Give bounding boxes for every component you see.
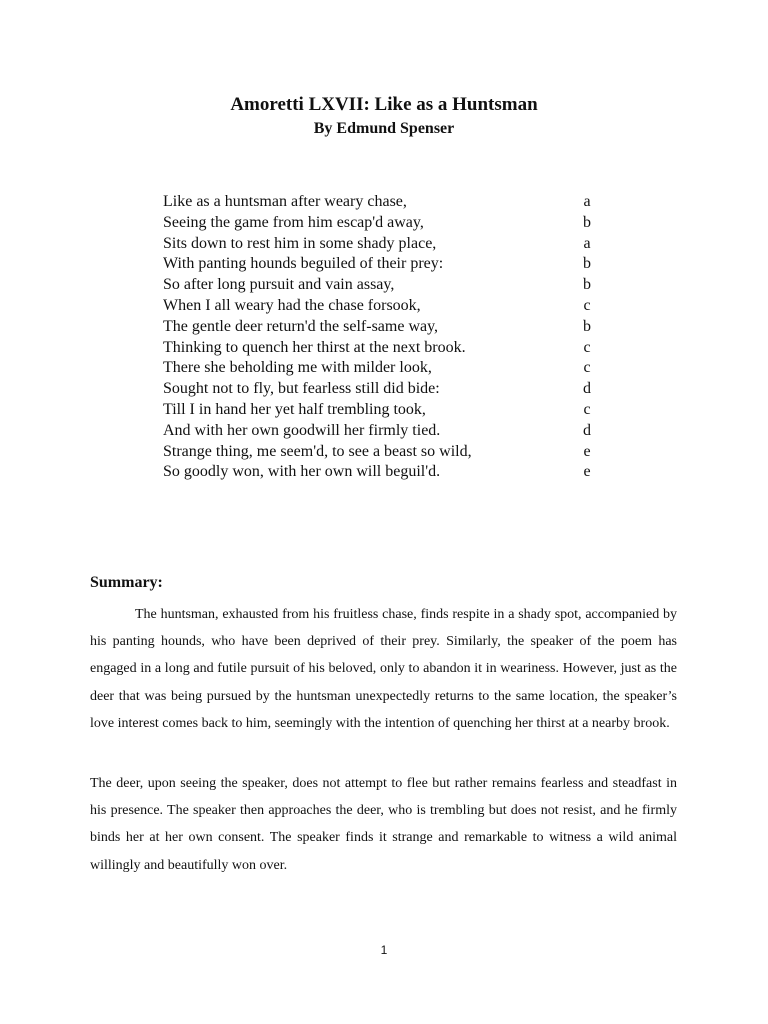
rhyme-scheme-letter: c [583, 359, 591, 377]
poem-body [163, 192, 603, 483]
poem-line [163, 275, 603, 296]
poem-line-text: So goodly won, with her own will beguil'd. [163, 463, 441, 481]
rhyme-scheme-letter: c [583, 400, 591, 418]
poem-line-text: With panting hounds beguiled of their prey: [163, 255, 444, 273]
poem-line [163, 379, 603, 400]
poem-line [163, 358, 603, 379]
rhyme-scheme-letter: b [583, 255, 591, 273]
poem-line [163, 234, 603, 255]
poem-line-text: Thinking to quench her thirst at the next brook. [163, 338, 466, 356]
poem-line [163, 296, 603, 317]
page-number: 1 [380, 943, 388, 957]
poem-line [163, 400, 603, 421]
poem-line [163, 254, 603, 275]
poem-line [163, 317, 603, 338]
rhyme-scheme-letter: a [583, 234, 591, 252]
poem-line [163, 338, 603, 359]
poem-line-text: Till I in hand her yet half trembling took, [163, 400, 426, 418]
rhyme-scheme-letter: a [583, 193, 591, 210]
poem-line [163, 192, 603, 213]
poem-line-text: There she beholding me with milder look, [163, 359, 432, 377]
poem-line-text: Sits down to rest him in some shady place, [163, 234, 437, 252]
rhyme-scheme-letter: b [583, 317, 591, 335]
rhyme-scheme-letter: b [583, 276, 591, 294]
poem-line-text: Seeing the game from him escap'd away, [163, 213, 424, 231]
rhyme-scheme-letter: e [583, 442, 591, 460]
poem-line [163, 213, 603, 234]
summary-paragraph: The deer, upon seeing the speaker, does not attempt to flee but rather remains fearless and steadfast in his presence. The speaker then approaches the deer, who is trembling but does not resist, and he firmly binds her at her own consent. The speaker finds it strange and remarkable to witness a wild animal willingly and beautifully won over. [90, 776, 677, 873]
poem-line-text: When I all weary had the chase forsook, [163, 296, 421, 314]
rhyme-scheme-letter: b [583, 213, 591, 231]
summary-heading: Summary: [90, 574, 163, 591]
summary-paragraph: The huntsman, exhausted from his fruitless chase, finds respite in a shady spot, accompanied by his panting hounds, who have been deprived of their prey. Similarly, the speaker of the poem has engaged in a long and futile pursuit of his beloved, only to abandon it in weariness. However, just as the deer that was being pursued by the huntsman unexpectedly returns to the same location, the speaker’s love interest comes back to him, seemingly with the intention of quenching her thirst at a nearby brook. [90, 607, 677, 731]
rhyme-scheme-letter: d [583, 380, 591, 398]
poem-author: By Edmund Spenser [313, 120, 455, 137]
poem-line-text: So after long pursuit and vain assay, [163, 276, 395, 294]
rhyme-scheme-letter: c [583, 296, 591, 314]
poem-line [163, 421, 603, 442]
rhyme-scheme-letter: d [583, 421, 591, 439]
rhyme-scheme-letter: c [583, 338, 591, 356]
poem-line-text: And with her own goodwill her firmly tied. [163, 421, 441, 439]
poem-line-text: Like as a huntsman after weary chase, [163, 193, 407, 210]
poem-line [163, 462, 603, 483]
poem-line-text: The gentle deer return'd the self-same way, [163, 317, 439, 335]
poem-line-text: Sought not to fly, but fearless still did bide: [163, 380, 440, 398]
poem-line [163, 442, 603, 463]
rhyme-scheme-letter: e [583, 463, 591, 481]
poem-line-text: Strange thing, me seem'd, to see a beast so wild, [163, 442, 472, 460]
poem-title: Amoretti LXVII: Like as a Huntsman [230, 94, 538, 115]
